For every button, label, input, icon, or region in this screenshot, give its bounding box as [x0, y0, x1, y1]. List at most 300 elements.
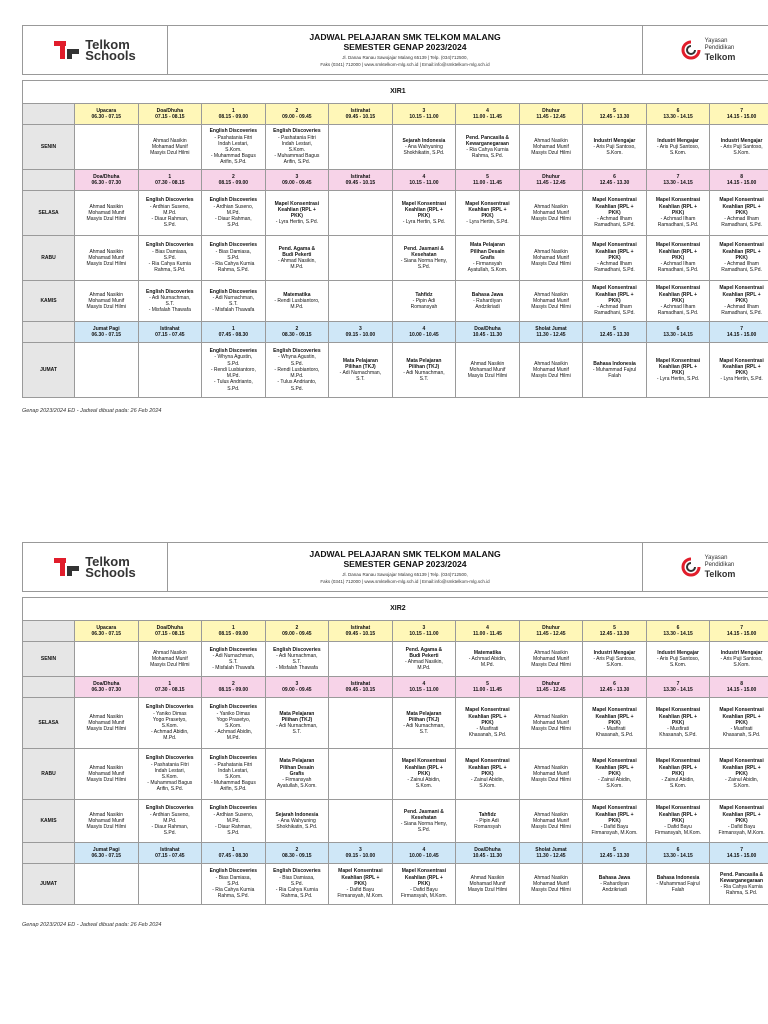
period-header-cell [710, 621, 768, 642]
period-label: Istirahat [350, 680, 371, 687]
subject-name: Mapel Konsentrasi Keahlian (RPL + PKK) [465, 707, 510, 726]
period-header-cell [138, 843, 202, 864]
teacher-names: - Lyra Hertin, S.Pd. [656, 376, 700, 383]
period-header-cell [329, 843, 393, 864]
schedule-cell [138, 800, 202, 843]
schedule-cell [392, 800, 456, 843]
doc-contact: Faks (0341) 712000 | www.smktelkom-mlg.sch.id | Email:info@smktelkom-mlg.sch.id [320, 579, 490, 584]
period-header-cell [710, 843, 768, 864]
schedule-cell [265, 125, 329, 170]
subject-name: Sejarah Indonesia [275, 811, 319, 818]
teacher-names: - Zainul Abidin, S.Kom. [407, 777, 441, 790]
schedule-cell [329, 281, 393, 322]
period-header-row [23, 843, 768, 864]
schedule-cell [202, 749, 266, 800]
subject-name: Tahfidz [415, 291, 433, 298]
schedule-cell [583, 343, 647, 398]
schedule-cell [710, 343, 768, 398]
subject-name: Mapel Konsentrasi Keahlian (RPL + PKK) [592, 285, 637, 304]
teacher-names: - Zainul Abidin, S.Kom. [725, 777, 759, 790]
teacher-names: - Adi Nurnachman, S.T. - Misfalah Thawafa [212, 294, 255, 314]
teacher-names: - Aris Puji Santoso, S.Kom. [720, 143, 763, 157]
period-time: 10.00 - 10.45 [409, 332, 439, 338]
period-label: 3 [359, 325, 362, 332]
subject-name: English Discoveries [209, 805, 258, 812]
subject-name: Mapel Konsentrasi Keahlian (RPL + PKK) [655, 357, 701, 376]
period-time: 08.30 - 09.15 [282, 853, 312, 859]
schedule-cell [75, 864, 139, 905]
period-label: 7 [740, 846, 743, 853]
schedule-cell [202, 125, 266, 170]
period-header-cell [392, 621, 456, 642]
logo-yayasan-text: Yayasan [704, 555, 728, 561]
period-label: 7 [740, 325, 743, 332]
schedule-cell [138, 698, 202, 749]
period-label: 2 [295, 325, 299, 332]
day-label: RABU [23, 236, 75, 281]
teacher-names: Ahmad Nasikin Mohamad Munif Masyis Dzul Hilmi [86, 291, 126, 311]
schedule-cell [329, 642, 393, 677]
schedule-cell [329, 236, 393, 281]
period-label: Doa/Dhuha [93, 173, 120, 180]
schedule-cell [202, 191, 266, 236]
schedule-cell [456, 642, 520, 677]
schedule-cell [75, 125, 139, 170]
schedule-cell [392, 698, 456, 749]
teacher-names: Ahmad Nasikin Mohamad Munif Masyis Dzul Hilmi [531, 649, 571, 669]
period-label: 7 [676, 680, 680, 687]
teacher-names: - Lyra Hertin, S.Pd. [402, 219, 446, 226]
teacher-names: Ahmad Nasikin Mohamad Munif Masyis Dzul Hilmi [86, 713, 126, 733]
schedule-cell [265, 698, 329, 749]
teacher-names: - Achmad Ilham Ramadhani, S.Pd. [594, 261, 635, 274]
schedule-cell [519, 698, 583, 749]
subject-name: English Discoveries [209, 197, 258, 204]
period-header-cell [329, 621, 393, 642]
period-header-cell [519, 170, 583, 191]
subject-name: Mapel Konsentrasi Keahlian (RPL + PKK) [401, 868, 447, 887]
period-time: 14.15 - 15.00 [726, 332, 757, 338]
teacher-names: Ahmad Nasikin Mohamad Munif Masyis Dzul Hilmi [531, 248, 571, 268]
period-label: 4 [422, 846, 426, 853]
logo-yayasan-text: Yayasan [704, 38, 728, 44]
schedule-cell [646, 281, 710, 322]
schedule-cell [456, 749, 520, 800]
logo-schools-text: Schools [85, 48, 136, 63]
schedule-cell [583, 698, 647, 749]
schedule-cell [392, 642, 456, 677]
period-header-cell [646, 170, 710, 191]
subject-name: English Discoveries [209, 755, 258, 762]
logo-telkom-text: Telkom [85, 37, 130, 52]
subject-name: English Discoveries [209, 704, 258, 711]
period-time: 09.00 - 09.45 [282, 687, 312, 693]
schedule-cell [202, 236, 266, 281]
schedule-cell [583, 749, 647, 800]
day-label [23, 104, 75, 125]
teacher-names: - Achmad Ilham Ramadhani, S.Pd. [594, 216, 635, 229]
period-label: 6 [613, 173, 616, 180]
schedule-cell [519, 236, 583, 281]
teacher-names: - Achmad Ilham Ramadhani, S.Pd. [657, 304, 699, 317]
period-time: 06.30 - 07.15 [91, 114, 121, 120]
period-time: 12.45 - 13.30 [599, 180, 630, 186]
teacher-names: - Adi Nurnachman, S.T. - Misfalah Thawafa [275, 652, 318, 672]
period-time: 12.45 - 13.30 [599, 631, 630, 637]
schedule-cell [138, 343, 202, 398]
teacher-names: - Rahardiyan Andzikriadi [473, 297, 502, 311]
teacher-names: - Achmad Ilham Ramadhani, S.Pd. [721, 261, 762, 274]
period-header-cell [646, 322, 710, 343]
teacher-names: - Bias Damiasa, S.Pd. - Ria Cahya Kurnia Rahma, S.Pd. [212, 248, 255, 274]
subject-name: Mapel Konsentrasi Keahlian (RPL + PKK) [338, 868, 383, 887]
teacher-names: - Musfirati Khasanah, S.Pd. [659, 726, 697, 739]
teacher-names: - Aris Puji Santoso, S.Kom. [593, 655, 636, 669]
teacher-names: Ahmad Nasikin Mohamad Munif Masyis Dzul Hilmi [531, 203, 571, 223]
period-time: 07.30 - 08.15 [155, 687, 185, 693]
period-header-cell [75, 170, 139, 191]
subject-name: Mapel Konsentrasi Keahlian (RPL + PKK) [274, 200, 320, 219]
period-header-cell [138, 677, 202, 698]
day-label: SELASA [23, 191, 75, 236]
schedule-cell [392, 125, 456, 170]
period-header-cell [519, 104, 583, 125]
teacher-names: - Achmad Ilham Ramadhani, S.Pd. [657, 261, 699, 274]
schedule-cell [583, 236, 647, 281]
period-header-cell [75, 104, 139, 125]
day-row [23, 749, 768, 800]
schedule-cell [265, 749, 329, 800]
subject-name: Mapel Konsentrasi Keahlian (RPL + PKK) [655, 707, 701, 726]
period-time: 11.45 - 12.45 [536, 114, 566, 120]
period-time: 07.15 - 07.45 [155, 332, 185, 338]
subject-name: Mapel Konsentrasi Keahlian (RPL + PKK) [592, 758, 637, 777]
teacher-names: - Ria Cahya Kurnia Rahma, S.Pd. [466, 147, 509, 160]
schedule-cell [202, 343, 266, 398]
teacher-names: - Rendi Lusbiantoro, M.Pd. [274, 297, 320, 311]
schedule-cell [519, 800, 583, 843]
period-time: 09.15 - 10.00 [345, 853, 376, 859]
schedule-cell [202, 281, 266, 322]
period-header-cell [75, 843, 139, 864]
period-label: 5 [486, 680, 489, 687]
schedule-table [22, 80, 768, 398]
subject-name: Mapel Konsentrasi Keahlian (RPL + PKK) [465, 200, 510, 219]
logo-telkom2-text: Telkom [704, 52, 736, 62]
period-header-cell [202, 621, 266, 642]
period-time: 13.30 - 14.15 [663, 114, 693, 120]
period-time: 09.45 - 10.15 [345, 631, 376, 637]
teacher-names: Ahmad Nasikin Mohamad Munif Masyis Dzul Hilmi [531, 811, 571, 831]
teacher-names: - Dafid Bayu Firmansyah, M.Kom. [591, 824, 638, 837]
period-time: 08.30 - 09.15 [282, 332, 312, 338]
subject-name: Mapel Konsentrasi Keahlian (RPL + PKK) [655, 197, 701, 216]
period-time: 11.00 - 11.45 [472, 687, 502, 693]
schedule-cell [265, 343, 329, 398]
telkom-logo-icon [54, 556, 80, 578]
period-label: 4 [486, 107, 489, 114]
day-label: RABU [23, 749, 75, 800]
period-time: 13.30 - 14.15 [663, 332, 693, 338]
period-time: 12.45 - 13.30 [599, 687, 630, 693]
period-time: 13.30 - 14.15 [663, 180, 693, 186]
period-label: 2 [295, 107, 299, 114]
teacher-names: - Ana Wahyuning Shokhikatin, S.Pd. [403, 143, 445, 157]
period-time: 06.30 - 07.15 [91, 853, 121, 859]
schedule-cell [456, 191, 520, 236]
period-header-cell [75, 677, 139, 698]
schedule-cell [646, 236, 710, 281]
period-time: 12.45 - 13.30 [599, 853, 630, 859]
period-time: 10.00 - 10.45 [409, 853, 439, 859]
subject-name: Mata Pelajaran Pilihan (TKJ) [342, 357, 378, 370]
subject-name: Bahasa Indonesia [593, 360, 636, 367]
teacher-names: - Whyna Agustin, S.Pd. - Rendi Lusbiantoro, M.Pd. - Tulus Andrianto, S.Pd. [274, 354, 320, 392]
teacher-names: - Siana Norma Heny, S.Pd. [400, 258, 448, 271]
subject-name: Pend. Jasmani & Kesehatan [403, 245, 444, 258]
teacher-names: - Adi Nurnachman, S.T. [339, 370, 382, 383]
period-header-cell [265, 677, 329, 698]
schedule-cell [329, 125, 393, 170]
period-time: 09.00 - 09.45 [282, 180, 312, 186]
period-header-cell [75, 621, 139, 642]
period-label: 1 [168, 173, 172, 180]
period-label: 3 [422, 107, 426, 114]
period-label: 7 [740, 107, 743, 114]
period-time: 11.00 - 11.45 [472, 180, 502, 186]
period-time: 09.00 - 09.45 [282, 114, 312, 120]
subject-name: Sejarah Indonesia [402, 137, 446, 144]
period-label: Istirahat [350, 107, 371, 114]
teacher-names: - Lyra Hertin, S.Pd. [275, 219, 319, 226]
period-header-cell [456, 843, 520, 864]
period-header-cell [583, 322, 647, 343]
subject-name: Mata Pelajaran Pilihan (TKJ) [406, 710, 442, 723]
period-time: 14.15 - 15.00 [726, 114, 757, 120]
schedule-cell [519, 343, 583, 398]
yayasan-swirl-icon [680, 39, 702, 61]
teacher-names: Ahmad Nasikin Mohamad Munif Masyis Dzul Hilmi [86, 203, 126, 223]
teacher-names: - Firmansyah Ayatullah, S.Kom. [277, 777, 317, 790]
period-time: 10.45 - 11.30 [472, 853, 503, 859]
period-label: 6 [676, 107, 680, 114]
period-label: 4 [486, 624, 489, 631]
period-label: Sholat Jumat [535, 325, 567, 332]
schedule-cell [710, 800, 768, 843]
schedule-cell [583, 800, 647, 843]
day-row [23, 125, 768, 170]
period-header-cell [392, 104, 456, 125]
period-header-cell [138, 104, 202, 125]
subject-name: Mapel Konsentrasi Keahlian (RPL + PKK) [719, 357, 764, 376]
subject-name: Mapel Konsentrasi Keahlian (RPL + PKK) [719, 285, 764, 304]
period-header-cell [583, 677, 647, 698]
subject-name: Mapel Konsentrasi Keahlian (RPL + PKK) [719, 707, 764, 726]
schedule-cell [138, 191, 202, 236]
teacher-names: - Zainul Abidin, S.Kom. [661, 777, 695, 790]
period-header-cell [392, 322, 456, 343]
period-header-cell [138, 621, 202, 642]
subject-name: Mapel Konsentrasi Keahlian (RPL + PKK) [465, 758, 510, 777]
schedule-cell [329, 343, 393, 398]
teacher-names: Ahmad Nasikin Mohamad Munif Masyis Dzul Hilmi [150, 649, 190, 669]
period-time: 06.30 - 07.30 [91, 180, 121, 186]
teacher-names: - Adi Nurnachman, S.T. - Misfalah Thawafa [148, 294, 191, 314]
subject-name: Mapel Konsentrasi Keahlian (RPL + PKK) [655, 758, 701, 777]
period-label: Istirahat [350, 624, 371, 631]
period-label: 8 [740, 680, 743, 687]
period-time: 13.30 - 14.15 [663, 687, 693, 693]
day-label: SENIN [23, 642, 75, 677]
class-name: XIR1 [23, 81, 768, 104]
period-time: 11.45 - 12.45 [536, 180, 566, 186]
subject-name: Mapel Konsentrasi Keahlian (RPL + PKK) [401, 758, 447, 777]
schedule-cell [646, 191, 710, 236]
subject-name: Mata Pelajaran Pilihan (TKJ) [279, 710, 315, 723]
period-header-cell [456, 621, 520, 642]
schedule-cell [646, 800, 710, 843]
period-header-cell [202, 170, 266, 191]
period-label: Istirahat [350, 173, 371, 180]
period-label: 6 [613, 680, 616, 687]
doc-title: JADWAL PELAJARAN SMK TELKOM MALANG [309, 549, 501, 559]
period-time: 10.15 - 11.00 [409, 114, 439, 120]
teacher-names: - Bias Damiasa, S.Pd. - Ria Cahya Kurnia Rahma, S.Pd. [148, 248, 191, 274]
period-header-cell [456, 104, 520, 125]
period-header-cell [646, 677, 710, 698]
teacher-names: - Ardhian Suseno, M.Pd. - Diaur Rahman, S.Pd. [149, 203, 190, 229]
teacher-names: Ahmad Nasikin Mohamad Munif Masyis Dzul Hilmi [531, 874, 571, 894]
schedule-cell [456, 125, 520, 170]
subject-name: Matematika [473, 649, 502, 656]
schedule-cell [392, 864, 456, 905]
period-header-cell [138, 322, 202, 343]
teacher-names: - Pashatania Fitri Indah Lestari, S.Kom. - Muhammad Bagus Arifin, S.Pd. [274, 134, 320, 166]
period-header-cell [202, 677, 266, 698]
teacher-names: - Firmansyah Ayatullah, S.Kom. [467, 261, 508, 274]
schedule-cell [646, 698, 710, 749]
schedule-table [22, 597, 768, 905]
teacher-names: Ahmad Nasikin Mohamad Munif Masyis Dzul Hilmi [531, 360, 571, 380]
schedule-cell [646, 749, 710, 800]
subject-name: Mata Pelajaran Pilihan (TKJ) [406, 357, 442, 370]
schedule-cell [392, 343, 456, 398]
yayasan-logo [642, 26, 768, 74]
schedule-cell [202, 800, 266, 843]
period-time: 12.45 - 13.30 [599, 332, 630, 338]
subject-name: English Discoveries [273, 868, 321, 875]
period-label: 4 [422, 680, 426, 687]
schedule-cell [583, 864, 647, 905]
subject-name: Bahasa Indonesia [656, 874, 700, 881]
teacher-names: - Yaniko Dimas Yogo Prasetyo, S.Kom. - Achmad Abidin, M.Pd. [151, 710, 189, 742]
schedule-cell [519, 749, 583, 800]
schedule-cell [646, 343, 710, 398]
schedule-cell [138, 236, 202, 281]
logo-telkom2-text: Telkom [704, 569, 736, 579]
period-label: Doa/Dhuha [474, 846, 501, 853]
teacher-names: - Aris Puji Santoso, S.Kom. [656, 655, 700, 669]
period-label: 5 [613, 846, 616, 853]
schedule-cell [456, 343, 520, 398]
day-row [23, 642, 768, 677]
period-label: Dhuhur [542, 680, 560, 687]
day-label: KAMIS [23, 800, 75, 843]
period-header-cell [329, 677, 393, 698]
teacher-names: - Adi Nurnachman, S.T. - Misfalah Thawafa [212, 652, 255, 672]
schedule-cell [519, 191, 583, 236]
period-label: 7 [740, 624, 743, 631]
period-label: Dhuhur [542, 107, 560, 114]
schedule-cell [392, 236, 456, 281]
teacher-names: Ahmad Nasikin Mohamad Munif Masyis Dzul Hilmi [86, 248, 126, 268]
schedule-cell [75, 236, 139, 281]
period-label: 5 [613, 107, 616, 114]
period-time: 07.15 - 08.15 [155, 114, 185, 120]
period-label: 1 [231, 107, 235, 114]
teacher-names: Ahmad Nasikin Mohamad Munif Masyis Dzul Hilmi [531, 291, 571, 311]
teacher-names: - Adi Nurnachman, S.T. [276, 723, 318, 736]
day-label [23, 621, 75, 642]
period-time: 11.00 - 11.45 [472, 114, 502, 120]
schedule-cell [519, 642, 583, 677]
subject-name: Tahfidz [478, 811, 497, 818]
footer-note-1: Genap 2023/2024 ED - Jadwal dibuat pada: 26 Feb 2024 [22, 408, 162, 414]
subject-name: Mapel Konsentrasi Keahlian (RPL + PKK) [592, 197, 637, 216]
schedule-cell [583, 125, 647, 170]
schedule-cell [456, 281, 520, 322]
period-time: 10.15 - 11.00 [409, 180, 439, 186]
day-label: SELASA [23, 698, 75, 749]
period-label: Dhuhur [542, 624, 560, 631]
day-row [23, 800, 768, 843]
schedule-cell [138, 125, 202, 170]
period-label: Jumat Pagi [92, 325, 120, 332]
doc-address: Jl. Danau Ranau Sawojajar Malang 65139 | Telp. (034)712500, [342, 55, 468, 60]
subject-name: Industri Mengajar [720, 649, 763, 656]
period-label: 6 [676, 325, 680, 332]
subject-name: English Discoveries [146, 197, 194, 204]
teacher-names: - Achmad Ilham Ramadhani, S.Pd. [657, 216, 699, 229]
schedule-cell [265, 236, 329, 281]
schedule-cell [138, 281, 202, 322]
subject-name: Matematika [283, 291, 311, 298]
subject-name: Mapel Konsentrasi Keahlian (RPL + PKK) [655, 805, 701, 824]
teacher-names: - Dafid Bayu Firmansyah, M.Kom. [337, 887, 384, 900]
period-time: 13.30 - 14.15 [663, 853, 693, 859]
subject-name: Mapel Konsentrasi Keahlian (RPL + PKK) [592, 707, 637, 726]
period-label: 3 [295, 173, 299, 180]
period-header-cell [456, 677, 520, 698]
period-label: 4 [422, 325, 426, 332]
period-label: Dhuhur [542, 173, 560, 180]
teacher-names: - Aris Puji Santoso, S.Kom. [593, 143, 636, 157]
period-label: Doa/Dhuha [93, 680, 120, 687]
period-header-cell [583, 843, 647, 864]
schedule-cell [265, 864, 329, 905]
period-time: 07.30 - 08.15 [155, 180, 185, 186]
teacher-names: - Musfirati Khasanah, S.Pd. [468, 726, 507, 739]
period-time: 10.15 - 11.00 [409, 631, 439, 637]
period-time: 11.30 - 12.45 [536, 332, 566, 338]
period-header-cell [710, 322, 768, 343]
subject-name: Industri Mengajar [657, 137, 699, 144]
teacher-names: - Siana Norma Heny, S.Pd. [400, 821, 448, 834]
subject-name: Industri Mengajar [720, 137, 763, 144]
subject-name: Industri Mengajar [593, 137, 636, 144]
period-time: 07.15 - 08.15 [155, 631, 185, 637]
period-label: 5 [613, 624, 616, 631]
